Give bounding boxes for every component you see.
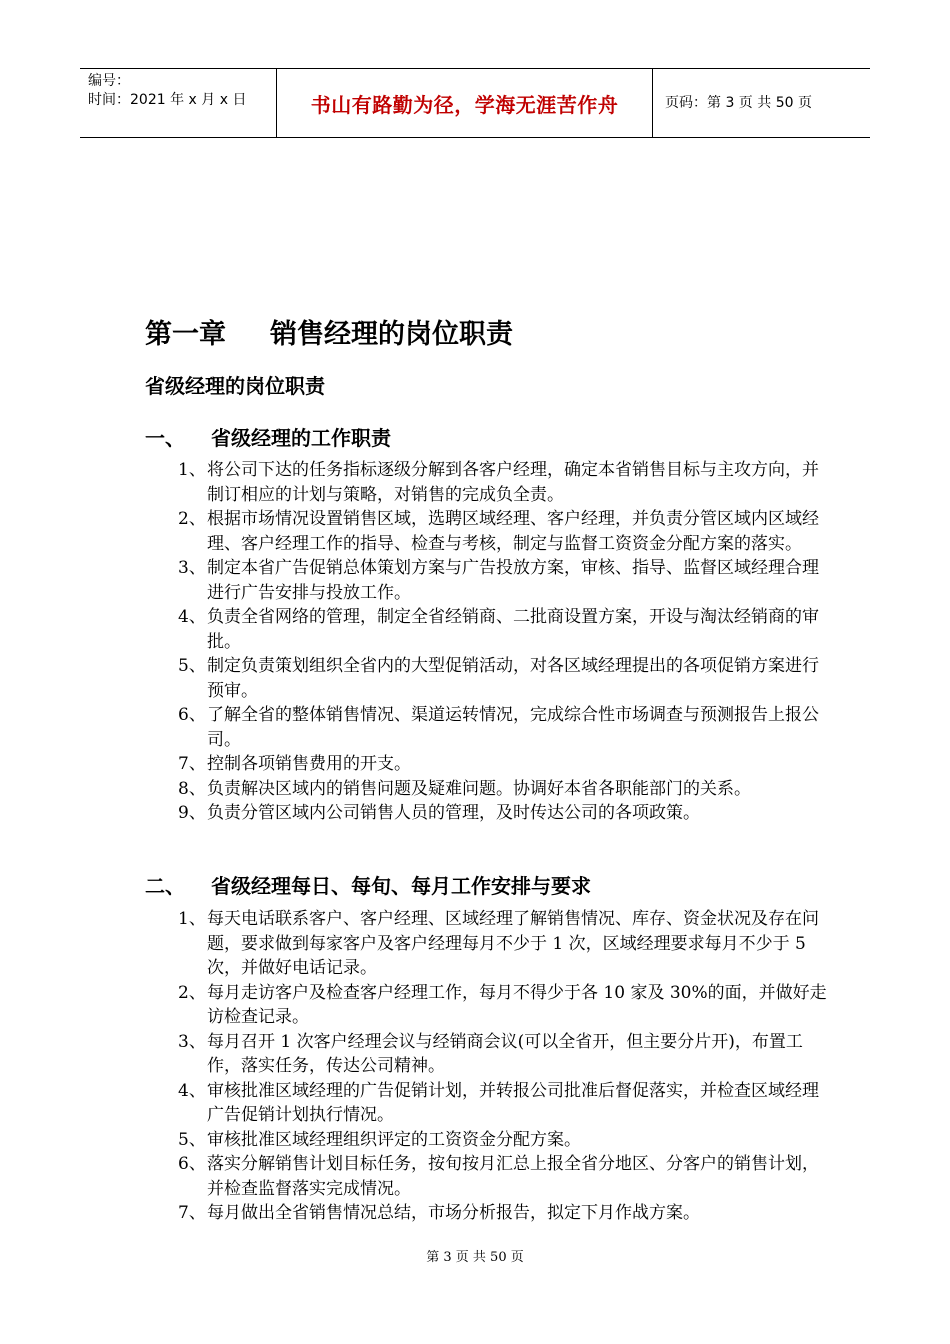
list-item-text: 制定负责策划组织全省内的大型促销活动，对各区域经理提出的各项促销方案进行预审。 [207, 656, 819, 701]
section-number: 二、 [145, 874, 185, 898]
list-item [178, 654, 828, 703]
section-list-1 [178, 458, 828, 826]
page-footer: 第 3 页 共 50 页 [426, 1250, 524, 1265]
list-item [178, 1152, 828, 1201]
list-item-text: 落实分解销售计划目标任务，按旬按月汇总上报全省分地区、分客户的销售计划，并检查监督落实完成情况。 [207, 1154, 819, 1199]
list-item-text: 审核批准区域经理组织评定的工资资金分配方案。 [207, 1129, 581, 1150]
list-item [178, 1079, 828, 1128]
list-item-number: 2、 [178, 509, 206, 529]
list-item-text: 负责解决区域内的销售问题及疑难问题。协调好本省各职能部门的关系。 [207, 778, 751, 799]
header-number-label: 编号： [88, 73, 130, 89]
section-heading-1 [145, 422, 391, 451]
list-item-text: 审核批准区域经理的广告促销计划，并转报公司批准后督促落实，并检查区域经理广告促销计划执行情况。 [207, 1080, 819, 1125]
list-item [178, 458, 828, 507]
list-item [178, 801, 828, 826]
chapter-title: 销售经理的岗位职责 [270, 319, 513, 350]
section-list-2 [178, 907, 828, 1226]
list-item-number: 3、 [178, 1031, 206, 1052]
header-page-info: 页码：第 3 页 共 50 页 [665, 94, 812, 111]
list-item [178, 777, 828, 802]
list-item-number: 4、 [178, 1080, 206, 1101]
list-item [178, 1201, 828, 1226]
list-item-text: 制定本省广告促销总体策划方案与广告投放方案，审核、指导、监督区域经理合理进行广告安排与投放工作。 [207, 558, 819, 603]
list-item-number: 5、 [178, 656, 206, 676]
header-motto-cell [277, 69, 653, 137]
list-item-number: 4、 [178, 607, 206, 627]
section-heading-2 [145, 870, 591, 899]
chapter-heading [145, 312, 513, 351]
list-item [178, 605, 828, 654]
section-number: 一、 [145, 426, 185, 450]
list-item-text: 每月召开 1 次客户经理会议与经销商会议(可以全省开，但主要分片开)，布置工作，落实任务，传达公司精神。 [207, 1031, 803, 1076]
header-time-label: 时间：2021 年 x 月 x 日 [88, 92, 247, 108]
list-item-number: 8、 [178, 778, 206, 799]
list-item-text: 了解全省的整体销售情况、渠道运转情况，完成综合性市场调查与预测报告上报公司。 [207, 705, 819, 750]
list-item [178, 981, 828, 1030]
list-item-text: 负责分管区域内公司销售人员的管理，及时传达公司的各项政策。 [207, 803, 700, 823]
list-item-text: 将公司下达的任务指标逐级分解到各客户经理，确定本省销售目标与主攻方向，并制订相应的计划与策略，对销售的完成负全责。 [207, 460, 819, 505]
list-item-number: 1、 [178, 909, 206, 929]
list-item-text: 根据市场情况设置销售区域，选聘区域经理、客户经理，并负责分管区域内区域经理、客户经理工作的指导、检查与考核，制定与监督工资资金分配方案的落实。 [207, 509, 819, 554]
list-item [178, 752, 828, 777]
section-title: 省级经理的工作职责 [211, 426, 391, 450]
list-item [178, 507, 828, 556]
list-item-text: 每月走访客户及检查客户经理工作，每月不得少于各 10 家及 30%的面，并做好走访检查记录。 [207, 982, 827, 1027]
list-item-number: 6、 [178, 1154, 206, 1174]
list-item [178, 1030, 828, 1079]
list-item [178, 556, 828, 605]
section-title: 省级经理每日、每旬、每月工作安排与要求 [211, 874, 591, 898]
list-item-number: 3、 [178, 558, 206, 578]
list-item [178, 907, 828, 981]
list-item-text: 负责全省网络的管理，制定全省经销商、二批商设置方案，开设与淘汰经销商的审批。 [207, 607, 819, 652]
list-item-number: 5、 [178, 1129, 206, 1150]
list-item [178, 1128, 828, 1153]
list-item-number: 7、 [178, 754, 206, 774]
list-item-number: 2、 [178, 982, 206, 1003]
page-subtitle: 省级经理的岗位职责 [145, 374, 325, 398]
header-meta-cell [80, 69, 277, 137]
list-item-text: 每天电话联系客户、客户经理、区域经理了解销售情况、库存、资金状况及存在问题，要求做到每家客户及客户经理每月不少于 1 次，区域经理要求每月不少于 5 次，并做好电话记录。 [207, 909, 819, 978]
chapter-number: 第一章 [145, 319, 226, 350]
list-item-text: 每月做出全省销售情况总结，市场分析报告，拟定下月作战方案。 [207, 1203, 700, 1223]
header-motto: 书山有路勤为径，学海无涯苦作舟 [310, 92, 619, 117]
header-page-cell [653, 69, 870, 137]
list-item-number: 9、 [178, 803, 206, 823]
list-item-number: 6、 [178, 705, 206, 725]
list-item-text: 控制各项销售费用的开支。 [207, 754, 411, 774]
list-item-number: 1、 [178, 460, 206, 480]
list-item-number: 7、 [178, 1203, 206, 1223]
page-header [80, 68, 870, 138]
list-item [178, 703, 828, 752]
